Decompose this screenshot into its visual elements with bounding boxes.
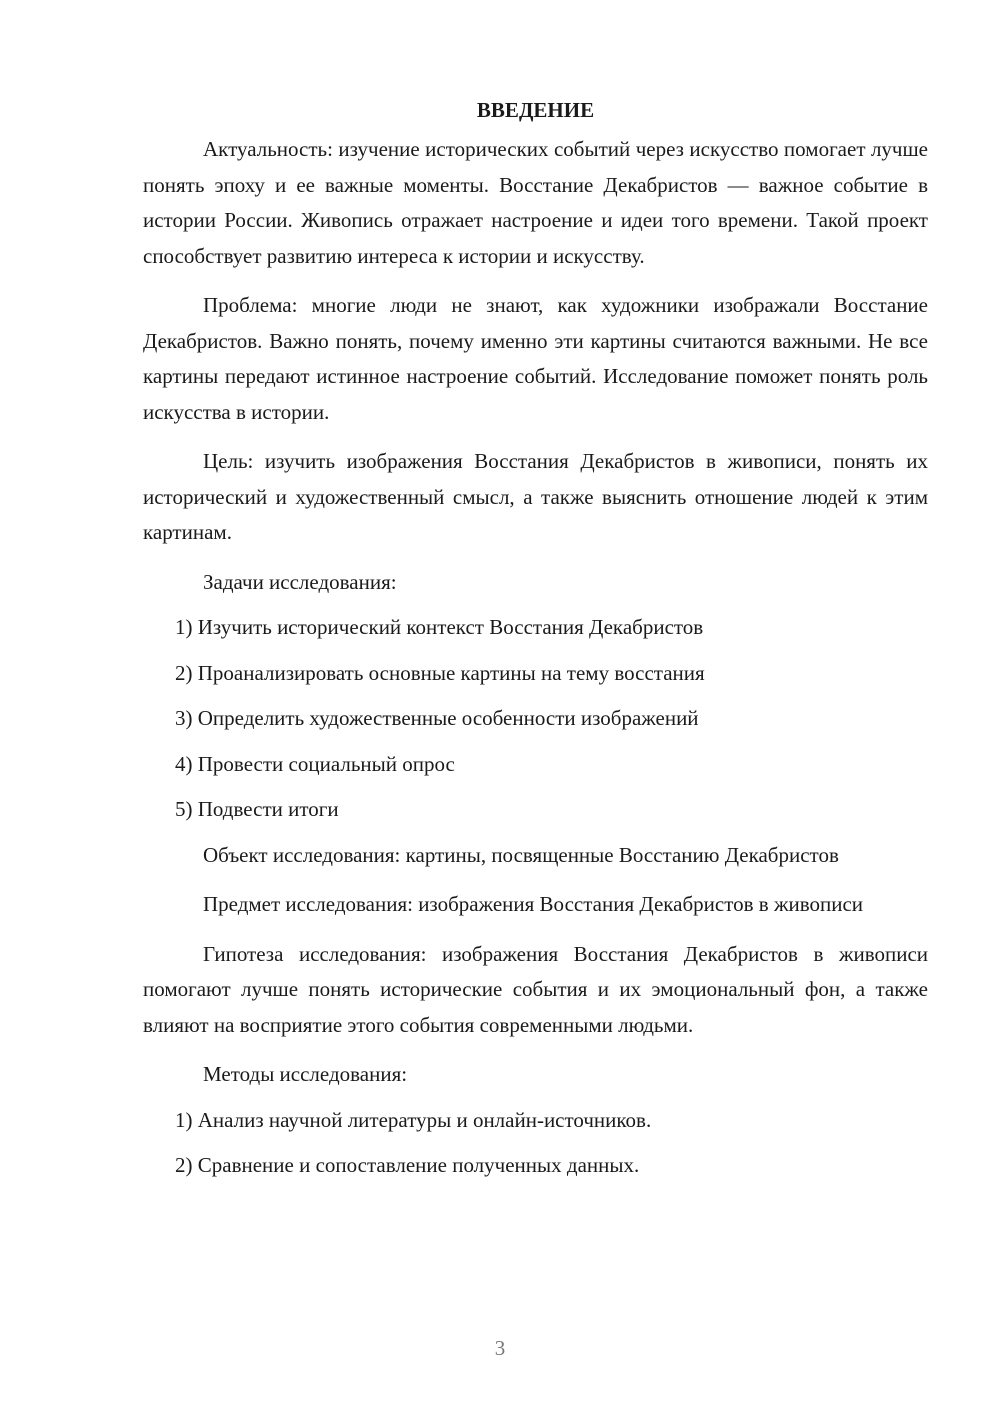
task-item: 4) Провести социальный опрос xyxy=(175,751,455,776)
task-item: 2) Проанализировать основные картины на тему восстания xyxy=(175,660,705,685)
task-item: 5) Подвести итоги xyxy=(175,797,339,821)
methods-list xyxy=(143,1103,928,1184)
page-number: 3 xyxy=(494,1336,506,1360)
object-paragraph: Объект исследования: картины, посвященные Восстанию Декабристов xyxy=(203,842,839,867)
task-item: 1) Изучить исторический контекст Восстания Декабристов xyxy=(175,615,704,639)
methods-heading: Методы исследования: xyxy=(203,1062,408,1086)
goal-paragraph: Цель: изучить изображения Восстания Декабристов в живописи, понять их исторический и художественный смысл, а также выяснить отношение людей к этим картинам. xyxy=(143,449,928,544)
section-heading: ВВЕДЕНИЕ xyxy=(476,98,595,122)
method-item: 2) Сравнение и сопоставление полученных данных. xyxy=(175,1153,640,1177)
relevance-paragraph: Актуальность: изучение исторических событий через искусство помогает лучше понять эпоху и ее важные моменты. Восстание Декабристов — важное событие в истории России. Живопись отражает настроение и идеи того времени. Такой проект способствует развитию интереса к истории и искусству. xyxy=(143,137,928,268)
problem-paragraph: Проблема: многие люди не знают, как художники изображали Восстание Декабристов. Важно понять, почему именно эти картины считаются важными. Не все картины передают истинное настроение событий. Исследование поможет понять роль искусства в истории. xyxy=(143,293,928,424)
task-item: 3) Определить художественные особенности изображений xyxy=(175,706,699,730)
subject-paragraph: Предмет исследования: изображения Восстания Декабристов в живописи xyxy=(203,892,864,916)
page-content xyxy=(143,92,928,1194)
method-item: 1) Анализ научной литературы и онлайн-источников. xyxy=(175,1107,652,1132)
tasks-list xyxy=(143,610,928,828)
hypothesis-paragraph: Гипотеза исследования: изображения Восстания Декабристов в живописи помогают лучше понять исторические события и их эмоциональный фон, а также влияют на восприятие этого события современными людьми. xyxy=(143,941,928,1037)
tasks-heading: Задачи исследования: xyxy=(203,569,397,594)
